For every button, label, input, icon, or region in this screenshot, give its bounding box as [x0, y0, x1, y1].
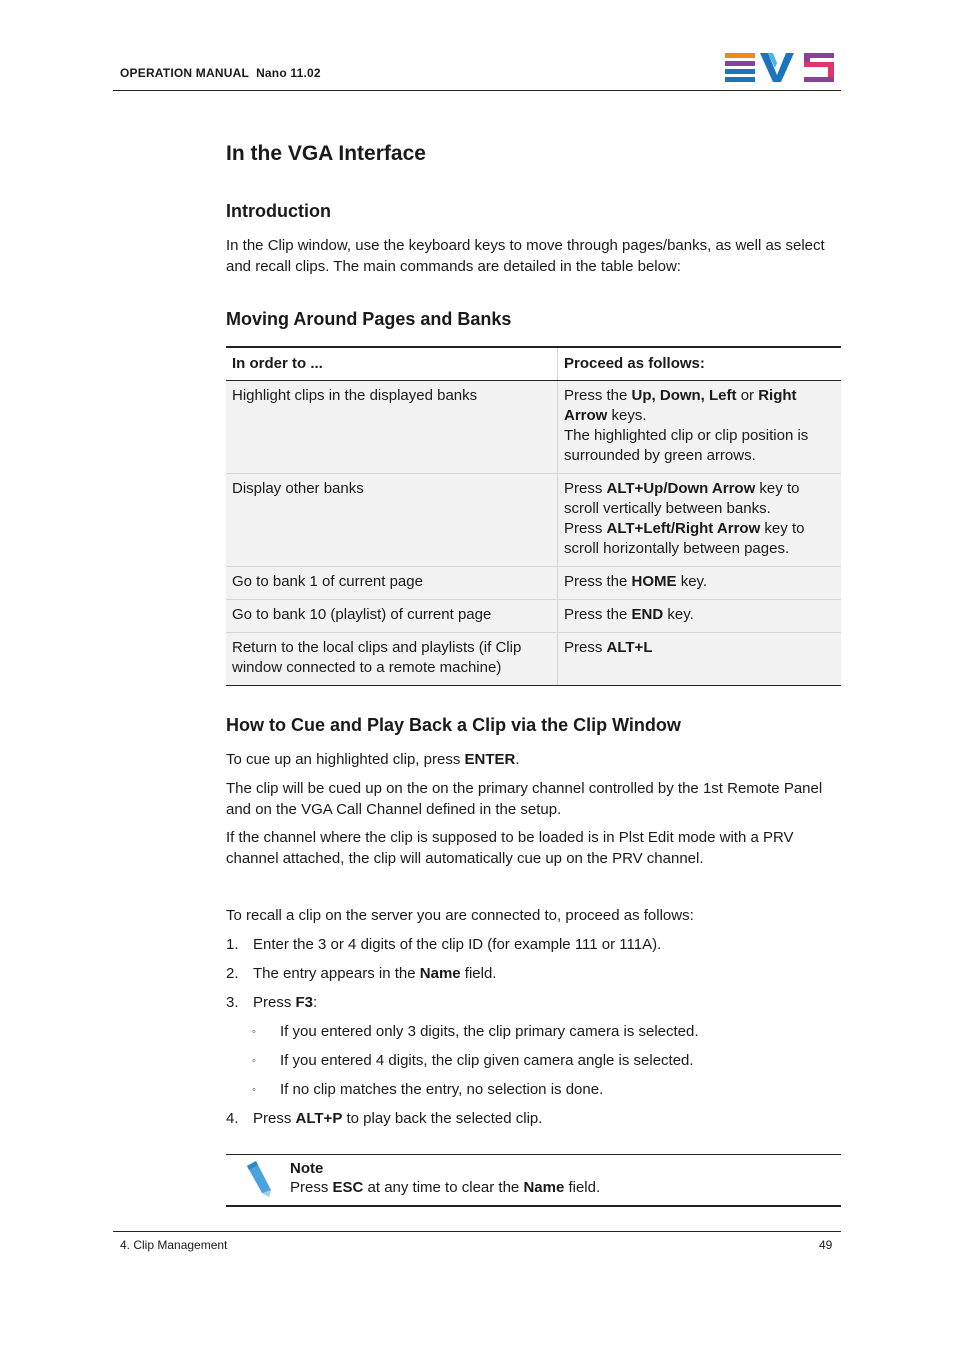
footer-chapter: 4. Clip Management — [120, 1238, 228, 1252]
intro-text: In the Clip window, use the keyboard keys to move through pages/banks, as well as select and recall clips. The main commands are detailed in the table below: — [226, 237, 825, 275]
table-body — [226, 381, 841, 686]
step-text: Press ALT+P to play back the selected clip. — [253, 1110, 543, 1127]
col-header-procedure: Proceed as follows: — [558, 347, 842, 381]
table-row — [226, 381, 841, 474]
table-cell-action: Display other banks — [226, 474, 558, 567]
manual-version: Nano 11.02 — [256, 66, 321, 80]
header-rule — [113, 90, 841, 91]
bold-term: ALT+Up/Down Arrow — [606, 480, 756, 497]
col-header-action: In order to ... — [226, 347, 558, 381]
bold-term: ESC — [332, 1179, 364, 1196]
note-title: Note — [290, 1160, 324, 1177]
table-cell-action: Return to the local clips and playlists (if Clip window connected to a remote machine) — [226, 633, 558, 686]
table-cell-procedure — [558, 567, 842, 600]
bullet-icon: ◦ — [252, 1026, 256, 1038]
footer-rule — [113, 1231, 841, 1232]
step-number: 3. — [226, 994, 239, 1011]
list-item-step-2 — [226, 964, 496, 984]
note-text: Press ESC at any time to clear the Name field. — [290, 1179, 601, 1196]
procedure-line: The highlighted clip or clip position is surrounded by green arrows. — [564, 427, 809, 464]
step-number: 4. — [226, 1110, 239, 1127]
evs-logo — [724, 52, 836, 82]
table-header-row — [226, 347, 841, 381]
pencil-note-icon — [244, 1160, 274, 1198]
step-number: 1. — [226, 936, 239, 953]
cue-paragraph-3: If the channel where the clip is supposed to be loaded is in Plst Edit mode with a PRV channel attached, the clip will automatically cue up on the PRV channel. — [226, 829, 794, 867]
bold-term: Right Arrow — [564, 387, 797, 424]
procedure-line: Press ALT+Left/Right Arrow key to scroll horizontally between pages. — [564, 520, 805, 557]
page-number: 49 — [819, 1238, 833, 1252]
step-number: 2. — [226, 965, 239, 982]
section-title: In the VGA Interface — [226, 142, 426, 165]
list-item-step-1 — [226, 935, 661, 955]
substep-text: If you entered 4 digits, the clip given camera angle is selected. — [280, 1052, 694, 1069]
bold-term: END — [631, 606, 664, 623]
list-item-substep-2 — [252, 1051, 694, 1071]
bold-term: Name — [523, 1179, 565, 1196]
bold-term: Up, Down, Left — [631, 387, 737, 404]
substep-text: If you entered only 3 digits, the clip primary camera is selected. — [280, 1023, 699, 1040]
moving-heading: Moving Around Pages and Banks — [226, 309, 512, 329]
bold-term: ENTER — [464, 751, 516, 768]
cue-paragraph-2: The clip will be cued up on the on the primary channel controlled by the 1st Remote Panel and on the VGA Call Channel defined in the setup. — [226, 780, 823, 818]
list-item-substep-1 — [252, 1022, 699, 1042]
bold-term: HOME — [631, 573, 677, 590]
table-row — [226, 567, 841, 600]
step-text: Enter the 3 or 4 digits of the clip ID (for example 111 or 111A). — [253, 936, 662, 953]
table-cell-procedure — [558, 474, 842, 567]
procedure-line: Press ALT+Up/Down Arrow key to scroll vertically between banks. — [564, 480, 800, 517]
procedure-line: Press the HOME key. — [564, 573, 708, 590]
table-row — [226, 600, 841, 633]
procedure-line: Press the END key. — [564, 606, 694, 623]
table-row — [226, 474, 841, 567]
cue-heading: How to Cue and Play Back a Clip via the Clip Window — [226, 715, 681, 735]
procedure-line: Press the Up, Down, Left or Right Arrow keys. — [564, 387, 797, 424]
step-text: Press F3: — [253, 994, 318, 1011]
bold-term: Name — [419, 965, 461, 982]
bullet-icon: ◦ — [252, 1084, 256, 1096]
list-item-step-3 — [226, 993, 317, 1013]
list-item-step-4 — [226, 1109, 542, 1129]
bold-term: ALT+Left/Right Arrow — [606, 520, 761, 537]
commands-table — [226, 346, 841, 686]
cue-paragraph-1: To cue up an highlighted clip, press ENTER. — [226, 751, 520, 768]
bold-term: ALT+L — [606, 639, 653, 656]
bullet-icon: ◦ — [252, 1055, 256, 1067]
table-cell-action: Go to bank 1 of current page — [226, 567, 558, 600]
procedure-line: Press ALT+L — [564, 639, 653, 656]
running-header — [120, 66, 321, 80]
note-top-rule — [226, 1154, 841, 1155]
list-item-substep-3 — [252, 1080, 603, 1100]
substep-text: If no clip matches the entry, no selection is done. — [280, 1081, 604, 1098]
cue-paragraph-4: To recall a clip on the server you are connected to, proceed as follows: — [226, 907, 694, 924]
table-cell-action: Highlight clips in the displayed banks — [226, 381, 558, 474]
intro-heading: Introduction — [226, 201, 331, 221]
table-cell-procedure — [558, 381, 842, 474]
step-text: The entry appears in the Name field. — [253, 965, 497, 982]
table-cell-procedure — [558, 600, 842, 633]
bold-term: F3 — [295, 994, 314, 1011]
table-cell-procedure — [558, 633, 842, 686]
manual-label: OPERATION MANUAL — [120, 66, 249, 80]
table-cell-action: Go to bank 10 (playlist) of current page — [226, 600, 558, 633]
bold-term: ALT+P — [295, 1110, 343, 1127]
table-row — [226, 633, 841, 686]
note-bottom-rule — [226, 1205, 841, 1207]
